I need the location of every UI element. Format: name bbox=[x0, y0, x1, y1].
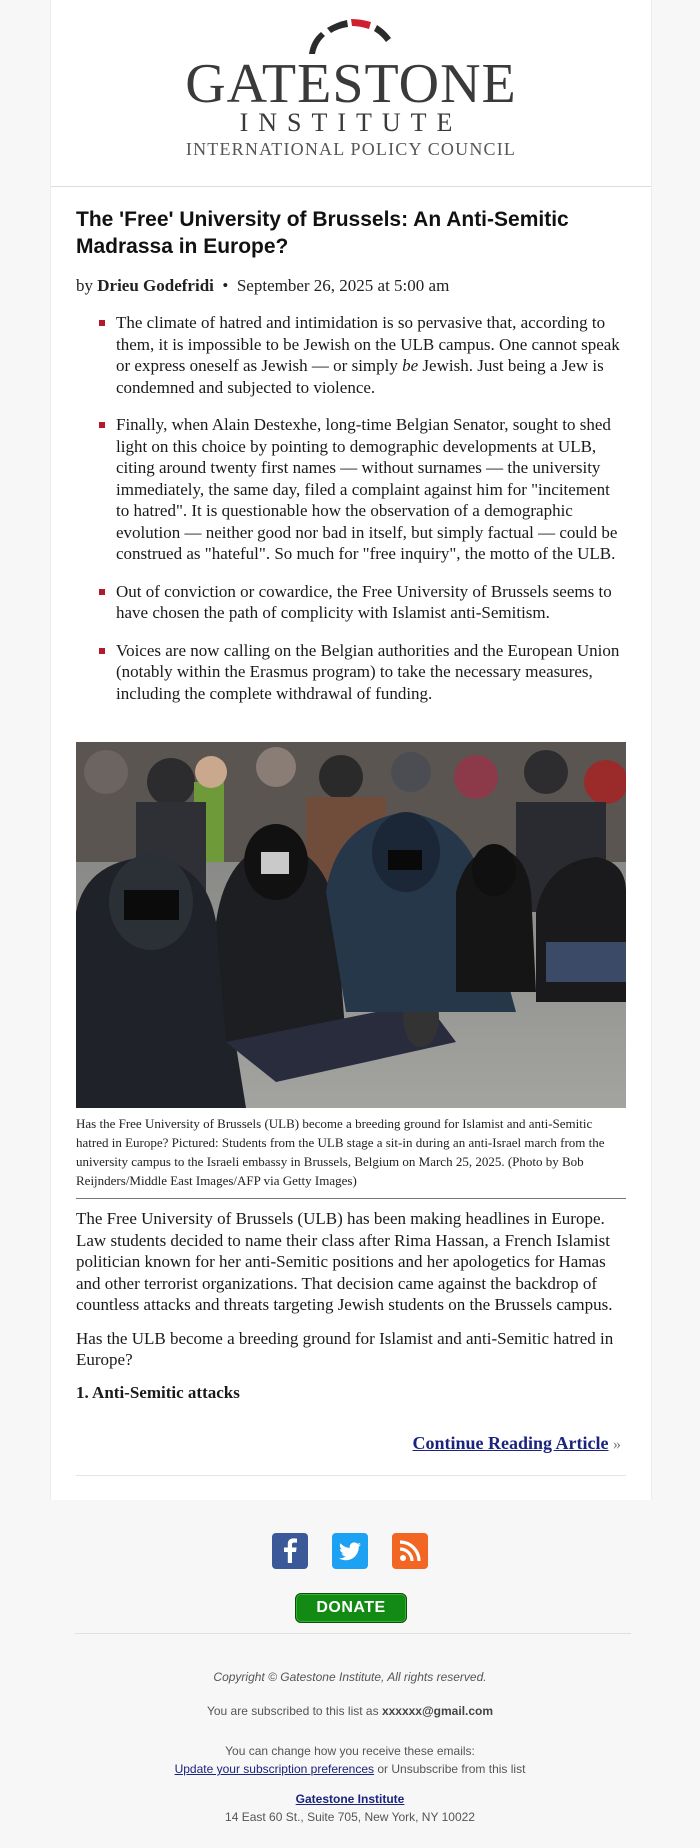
protest-photo-illustration bbox=[76, 742, 626, 1108]
subscription-info: You are subscribed to this list as xxxxxx@gmail.com bbox=[206, 1704, 494, 1718]
change-text: You can change how you receive these emails: bbox=[225, 1744, 475, 1758]
logo-brand-name: GATESTONE bbox=[185, 53, 517, 115]
body-paragraph: Has the ULB become a breeding ground for Islamist and anti-Semitic hatred in Europe? bbox=[76, 1328, 614, 1369]
article-body bbox=[76, 1208, 626, 1403]
continue-reading[interactable] bbox=[413, 1433, 622, 1454]
donate-button[interactable]: DONATE bbox=[295, 1593, 407, 1623]
card-divider bbox=[76, 1475, 626, 1476]
organization-link[interactable]: Gatestone Institute bbox=[295, 1792, 405, 1806]
social-links bbox=[0, 1533, 700, 1569]
author-name: Drieu Godefridi bbox=[97, 276, 214, 295]
footer-divider bbox=[75, 1633, 631, 1634]
preferences-info bbox=[0, 1742, 700, 1778]
article-date: September 26, 2025 at 5:00 am bbox=[236, 276, 450, 295]
newsletter-card bbox=[50, 0, 652, 1500]
facebook-icon[interactable] bbox=[272, 1533, 308, 1569]
unsubscribe-text: or Unsubscribe from this list bbox=[374, 1762, 526, 1776]
rss-icon[interactable] bbox=[392, 1533, 428, 1569]
byline-prefix: by bbox=[76, 276, 93, 295]
logo-brand-sub: INSTITUTE bbox=[239, 108, 463, 137]
copyright-text: Copyright © Gatestone Institute, All rights reserved. bbox=[213, 1670, 487, 1684]
gatestone-logo[interactable] bbox=[51, 16, 651, 162]
logo-council: INTERNATIONAL POLICY COUNCIL bbox=[185, 139, 517, 159]
subscriber-email: xxxxxx@gmail.com bbox=[381, 1704, 494, 1718]
header bbox=[51, 0, 651, 187]
chevron-right-icon: » bbox=[613, 1436, 621, 1453]
summary-bullet: Out of conviction or cowardice, the Free University of Brussels seems to have chosen the path of complicity with Islamist anti-Semitism. bbox=[76, 581, 621, 624]
organization-address: 14 East 60 St., Suite 705, New York, NY 10022 bbox=[225, 1810, 475, 1824]
summary-bullet: Finally, when Alain Destexhe, long-time Belgian Senator, sought to shed light on this choice by pointing to demographic developments at ULB, citing around twenty first names — without surnames — the university immediately, the same day, filed a complaint against him for "incitement to hatred". It is questionable how the observation of a demographic evolution — neither good nor bad in itself, but simply factual — could be construed as "hateful". So much for "free inquiry", the motto of the ULB. bbox=[76, 414, 621, 565]
update-preferences-link[interactable]: Update your subscription preferences bbox=[174, 1762, 375, 1776]
summary-bullets bbox=[76, 312, 621, 720]
article-title[interactable]: The 'Free' University of Brussels: An Anti-Semitic Madrassa in Europe? bbox=[76, 208, 569, 258]
organization-info bbox=[0, 1790, 700, 1826]
article-photo[interactable] bbox=[76, 742, 626, 1108]
continue-reading-link[interactable]: Continue Reading Article bbox=[412, 1433, 609, 1453]
summary-bullet: Voices are now calling on the Belgian authorities and the European Union (notably within the Erasmus program) to take the necessary measures, including the complete withdrawal of funding. bbox=[76, 640, 621, 705]
twitter-icon[interactable] bbox=[332, 1533, 368, 1569]
byline-separator: • bbox=[222, 276, 229, 295]
photo-caption: Has the Free University of Brussels (ULB) become a breeding ground for Islamist and anti-Semitic hatred in Europe? Pictured: Students from the ULB stage a sit-in during an anti-Israel march from the university campus to the Israeli embassy in Brussels, Belgium on March 25, 2025. (Photo by Bob Reijnders/Middle East Images/AFP via Getty Images) bbox=[76, 1114, 626, 1199]
section-heading: 1. Anti-Semitic attacks bbox=[76, 1382, 240, 1402]
logo-arc-icon bbox=[281, 16, 421, 56]
body-paragraph: The Free University of Brussels (ULB) has been making headlines in Europe. Law students decided to name their class after Rima Hassan, a French Islamist politician known for her anti-Semitic positions and her apologetics for Hamas and other terrorist organizations. That decision came against the backdrop of countless attacks and threats targeting Jewish students on the Brussels campus. bbox=[76, 1209, 613, 1314]
byline bbox=[76, 276, 449, 296]
summary-bullet: The climate of hatred and intimidation is so pervasive that, according to them, it is impossible to be Jewish on the ULB campus. One cannot speak or express oneself as Jewish — or simply be Jewish. Just being a Jew is condemned and subjected to violence. bbox=[76, 312, 621, 398]
